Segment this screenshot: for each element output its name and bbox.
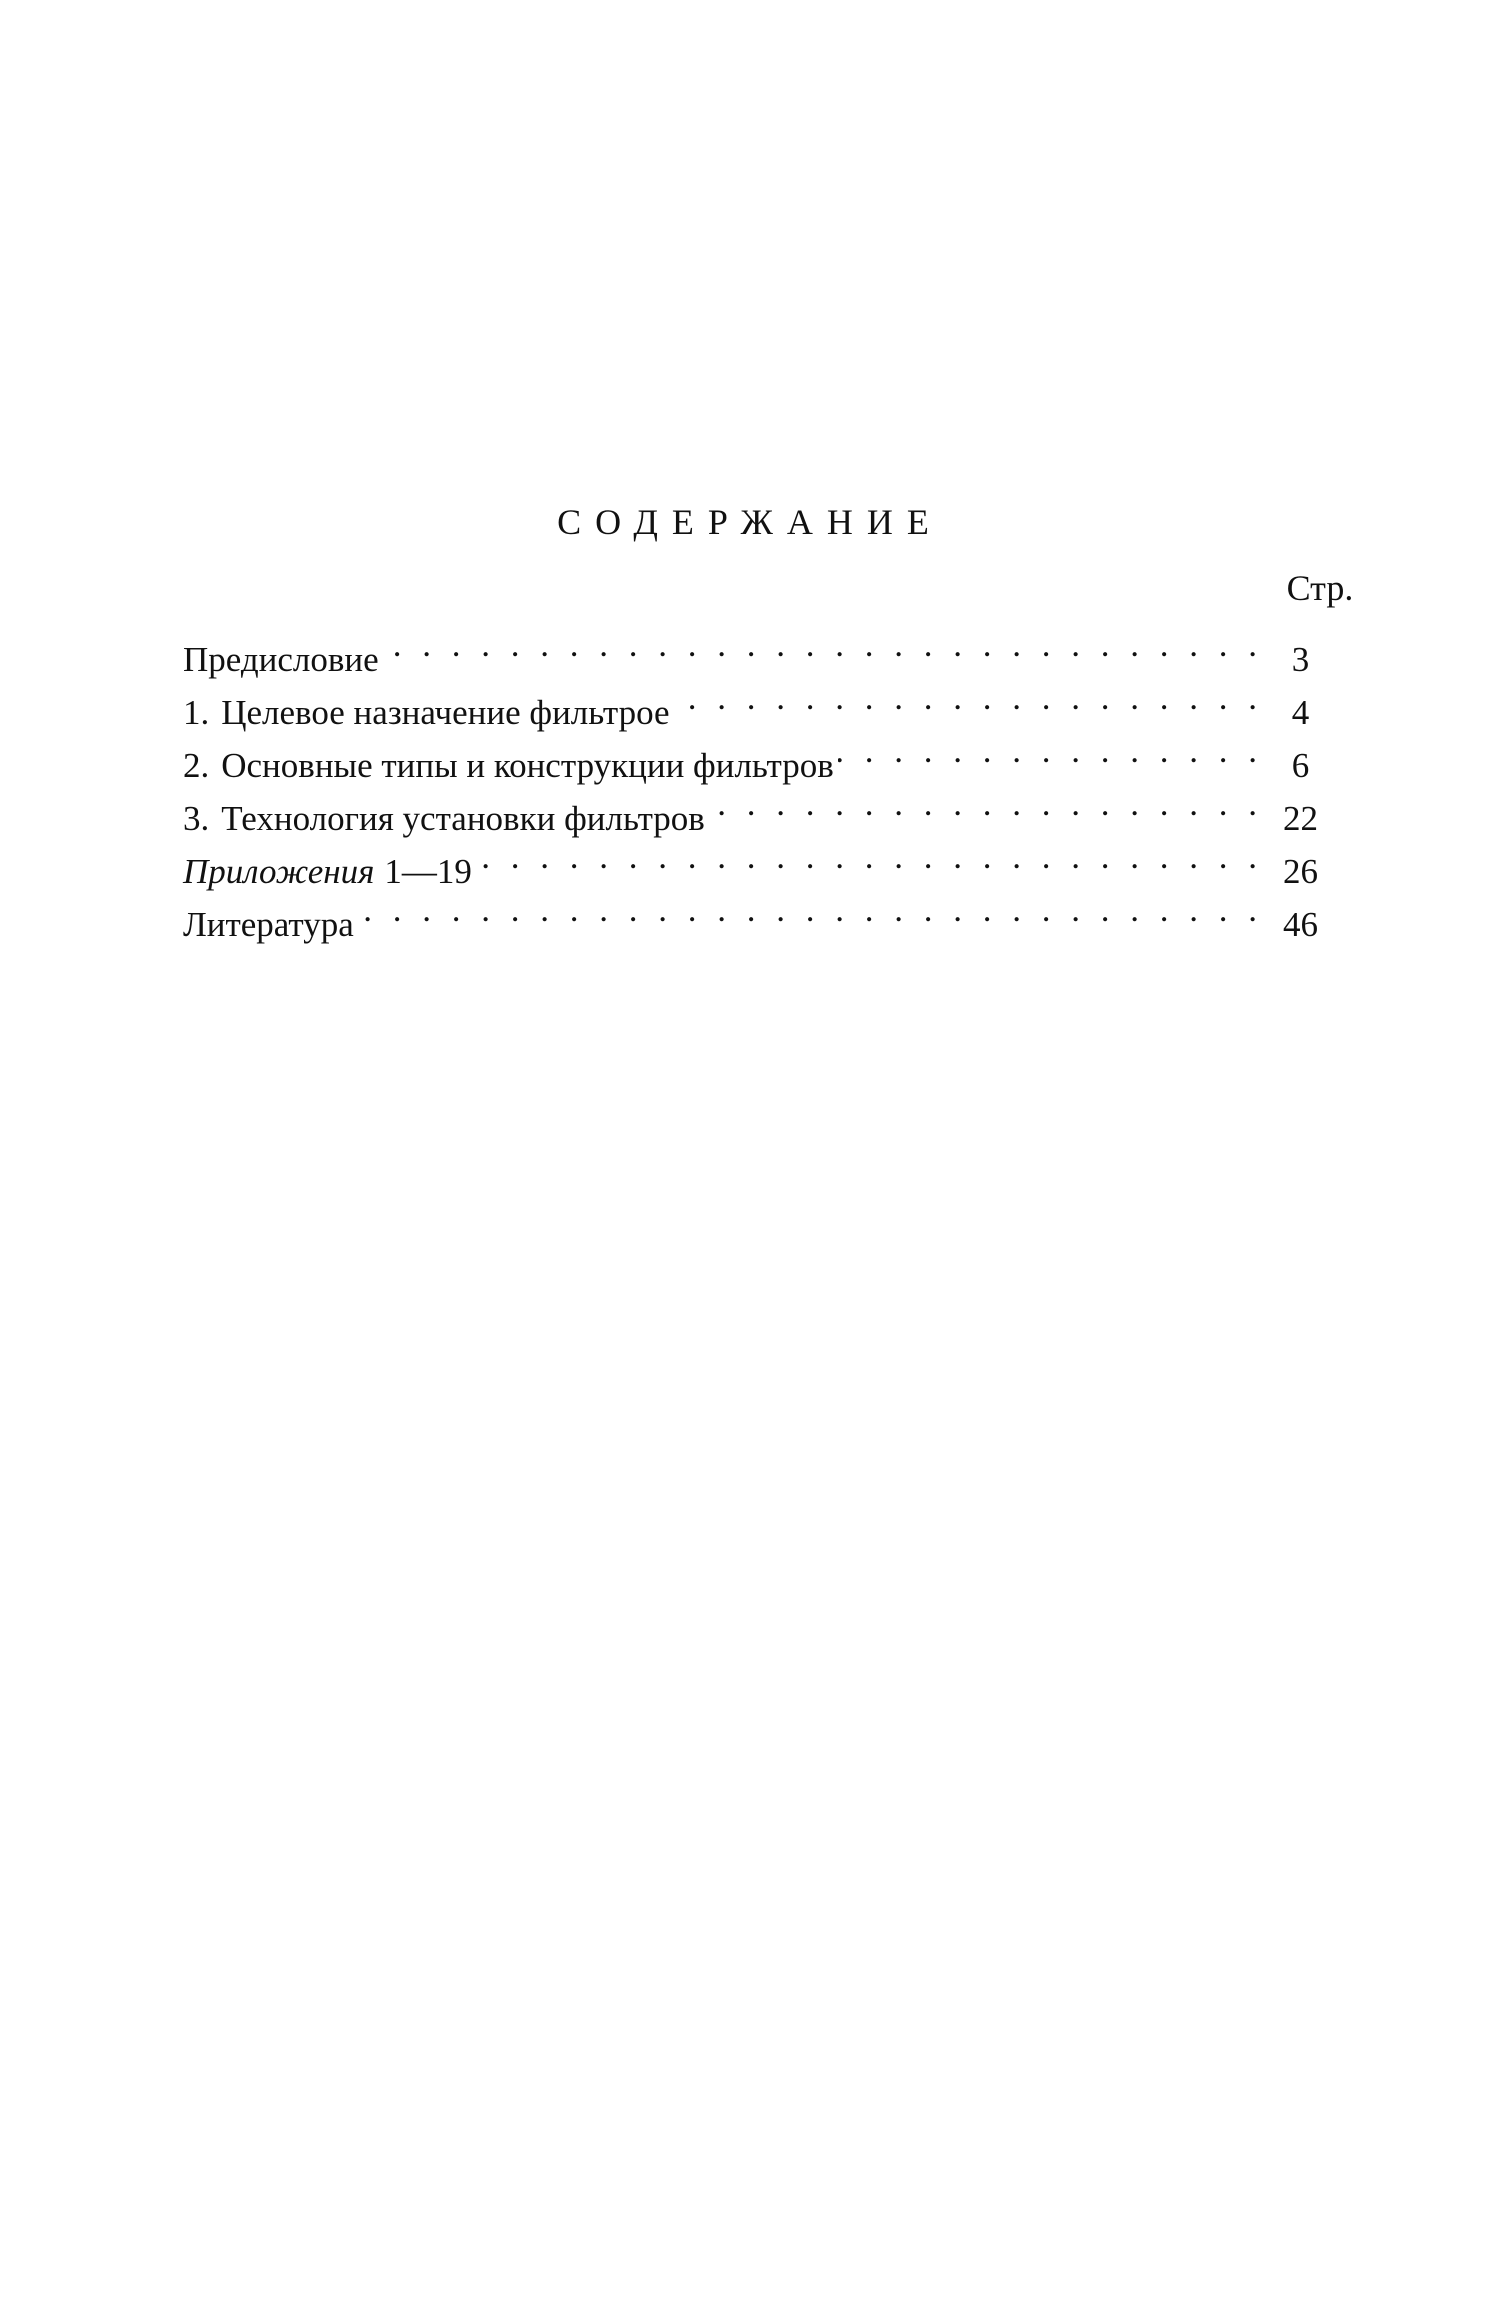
toc-entry-label: Технология установки фильтров — [221, 799, 705, 838]
toc-entry-page: 22 — [1283, 799, 1318, 838]
toc-entry-preface[interactable] — [183, 618, 1328, 679]
toc-entry-label: Предисловие — [183, 640, 379, 679]
toc-leader-dots — [476, 830, 1263, 883]
toc-leader-dots — [358, 883, 1263, 936]
toc-list — [183, 618, 1328, 944]
toc-entry-page: 6 — [1291, 746, 1310, 785]
toc-leader-dots — [383, 618, 1263, 671]
toc-entry-label: Основные типы и конструкции фильтров — [221, 746, 834, 785]
toc-leader-dots — [674, 671, 1263, 724]
toc-entry-number: 3. — [183, 799, 210, 838]
toc-leader-dots — [838, 724, 1263, 777]
toc-entry-page: 4 — [1291, 693, 1310, 732]
toc-entry-label: Приложения — [183, 852, 375, 891]
toc-entry-page: 46 — [1283, 905, 1318, 944]
toc-entry-page: 26 — [1283, 852, 1318, 891]
toc-entry-label: Целевое назначение фильтрое — [221, 693, 670, 732]
toc-leader-dots — [709, 777, 1263, 830]
toc-title: СОДЕРЖАНИЕ — [557, 502, 943, 542]
toc-entry-page: 3 — [1291, 640, 1310, 679]
toc-entry-number: 2. — [183, 746, 210, 785]
toc-entry-number: 1. — [183, 693, 210, 732]
toc-entry-range: 1—19 — [384, 852, 472, 891]
page-column-label: Стр. — [1286, 568, 1354, 608]
toc-entry-label: Литература — [183, 905, 354, 944]
